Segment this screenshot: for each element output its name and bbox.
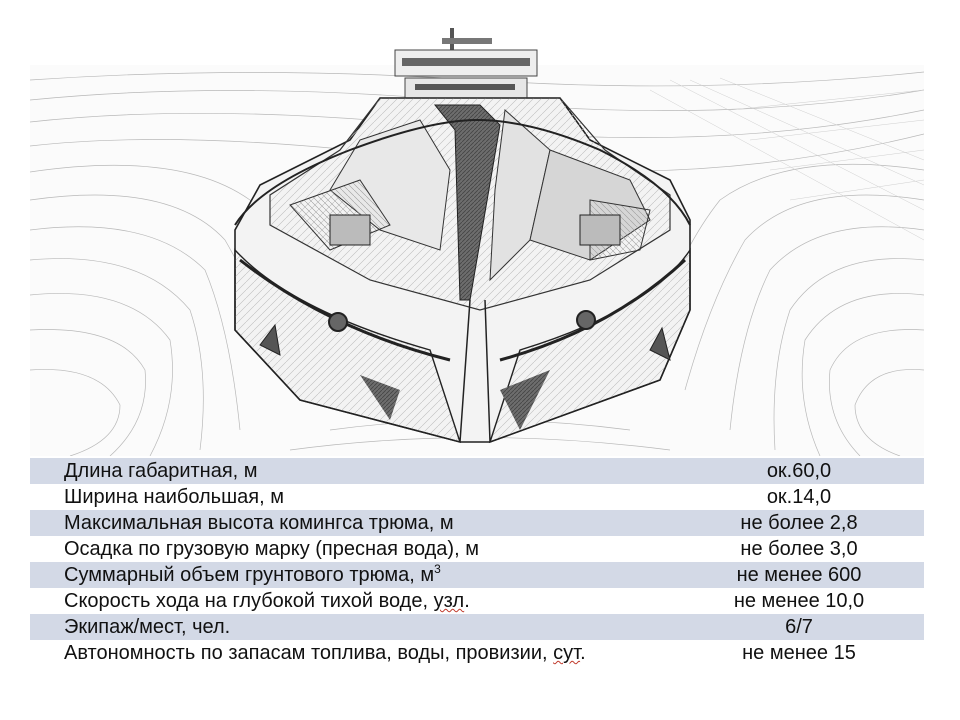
spellcheck-word: узл — [433, 590, 465, 612]
param-text: Суммарный объем грунтового трюма, м — [64, 564, 435, 586]
table-row — [30, 614, 924, 640]
value-cell: не менее 600 — [674, 562, 924, 588]
value-cell: 6/7 — [674, 614, 924, 640]
table-row — [30, 536, 924, 562]
param-cell — [30, 640, 674, 666]
value-cell: не менее 15 — [674, 640, 924, 666]
table-row — [30, 484, 924, 510]
table-row — [30, 458, 924, 484]
value-cell: ок.60,0 — [674, 458, 924, 484]
value-cell: не более 3,0 — [674, 536, 924, 562]
param-cell — [30, 562, 674, 588]
param-suffix: . — [464, 590, 470, 612]
param-cell: Ширина наибольшая, м — [30, 484, 674, 510]
param-cell: Максимальная высота комингса трюма, м — [30, 510, 674, 536]
param-cell: Экипаж/мест, чел. — [30, 614, 674, 640]
spellcheck-word: сут — [553, 642, 581, 664]
param-suffix: . — [580, 642, 586, 664]
table-row — [30, 640, 924, 666]
param-text: Автономность по запасам топлива, воды, провизии, — [64, 642, 554, 664]
param-text: Скорость хода на глубокой тихой воде, — [64, 590, 434, 612]
param-cell: Длина габаритная, м — [30, 458, 674, 484]
superstructure — [395, 28, 537, 98]
specifications-table — [30, 458, 924, 666]
value-cell: не менее 10,0 — [674, 588, 924, 614]
superscript: 3 — [434, 562, 441, 576]
table-row — [30, 510, 924, 536]
value-cell: ок.14,0 — [674, 484, 924, 510]
param-cell — [30, 588, 674, 614]
table-row — [30, 562, 924, 588]
value-cell: не более 2,8 — [674, 510, 924, 536]
param-cell: Осадка по грузовую марку (пресная вода), м — [30, 536, 674, 562]
table-row — [30, 588, 924, 614]
ship-bow-sketch-icon — [30, 10, 924, 456]
